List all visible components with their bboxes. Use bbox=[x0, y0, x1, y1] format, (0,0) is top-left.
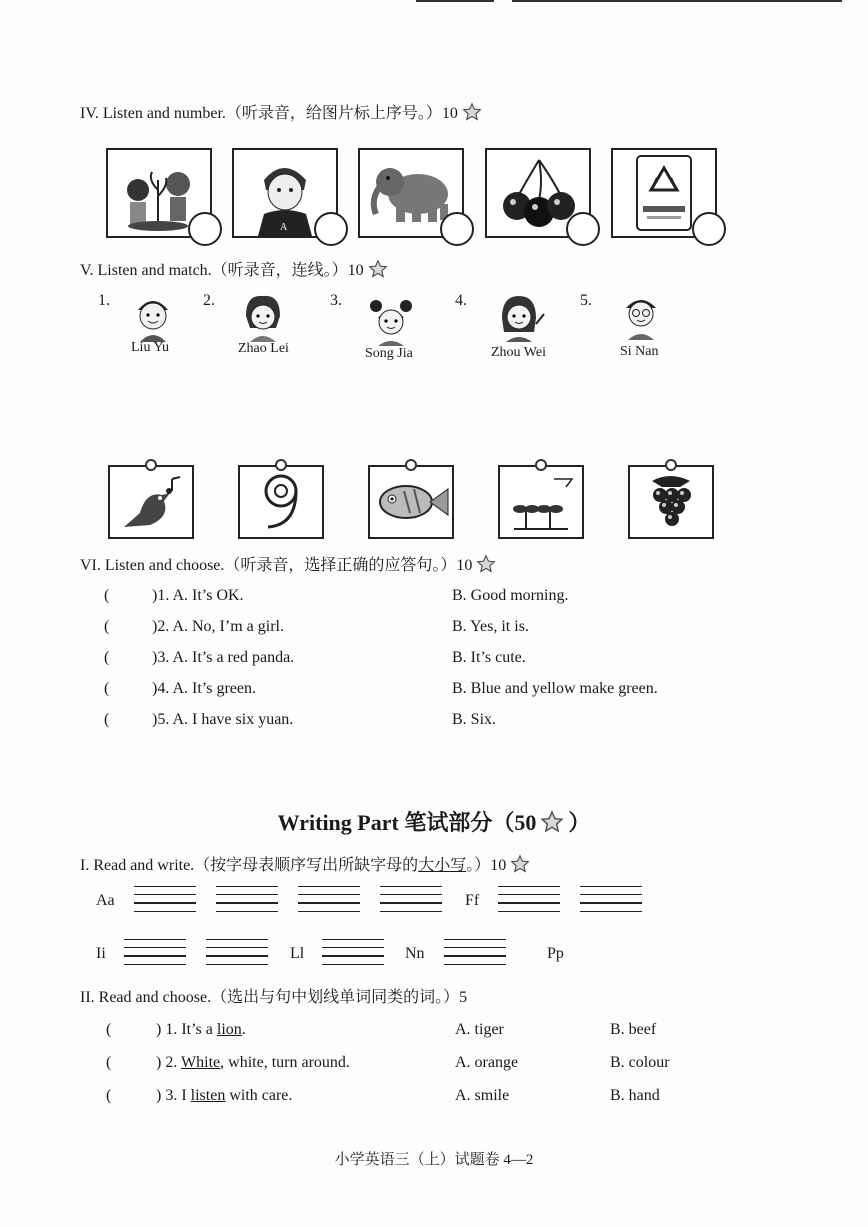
choice-paren-5[interactable]: ( bbox=[104, 711, 110, 728]
writing-lines[interactable] bbox=[380, 886, 442, 916]
choice-5-a: )5. A. I have six yuan. bbox=[152, 711, 294, 728]
w2-item-3-word: listen bbox=[190, 1087, 226, 1104]
w2-item-3-a: A. smile bbox=[455, 1087, 510, 1104]
top-rule-right bbox=[512, 0, 842, 2]
kid-si-nan bbox=[614, 290, 668, 340]
picture-sprouts bbox=[498, 465, 584, 539]
answer-circle-5[interactable] bbox=[692, 212, 726, 246]
writing-lines[interactable] bbox=[498, 886, 560, 916]
w2-item-1-a: A. tiger bbox=[455, 1021, 504, 1038]
choice-2-b: B. Yes, it is. bbox=[452, 618, 529, 635]
top-rule-left bbox=[416, 0, 494, 2]
choice-5-b: B. Six. bbox=[452, 711, 497, 728]
person-number-1: 1. bbox=[98, 292, 110, 309]
choice-2-a: )2. A. No, I’m a girl. bbox=[152, 618, 284, 635]
pin-hole bbox=[535, 459, 547, 471]
section4-heading-text: IV. Listen and number.（听录音，给图片标上序号。）10 bbox=[80, 105, 458, 122]
writing-lines[interactable] bbox=[322, 939, 384, 969]
person-number-2: 2. bbox=[203, 292, 215, 309]
w1-heading bbox=[80, 852, 530, 875]
name-zhao-lei: Zhao Lei bbox=[238, 341, 289, 356]
choice-paren-2[interactable]: ( bbox=[104, 618, 110, 635]
w2-heading: II. Read and choose.（选出与句中划线单词同类的词。）5 bbox=[80, 989, 468, 1006]
star-icon bbox=[510, 854, 530, 874]
letter-nn: Nn bbox=[405, 945, 425, 962]
choice-1-b: B. Good morning. bbox=[452, 587, 569, 604]
letter-pp: Pp bbox=[547, 945, 564, 962]
w2-paren-1[interactable]: ( bbox=[106, 1021, 112, 1038]
choice-paren-4[interactable]: ( bbox=[104, 680, 110, 697]
letter-ll: Ll bbox=[290, 945, 305, 962]
star-icon bbox=[476, 554, 496, 574]
answer-circle-4[interactable] bbox=[566, 212, 600, 246]
answer-circle-3[interactable] bbox=[440, 212, 474, 246]
picture-grapes bbox=[628, 465, 714, 539]
w2-item-2-a: A. orange bbox=[455, 1054, 519, 1071]
kid-liu-yu bbox=[126, 292, 180, 342]
kid-zhou-wei bbox=[492, 292, 546, 342]
page-footer: 小学英语三（上）试题卷 4—2 bbox=[334, 1152, 534, 1168]
person-number-5: 5. bbox=[580, 292, 592, 309]
pin-hole bbox=[275, 459, 287, 471]
person-number-3: 3. bbox=[330, 292, 342, 309]
svg-text:A: A bbox=[280, 222, 288, 233]
w1-heading-start: I. Read and write.（按字母表顺序写出所缺字母的 bbox=[80, 857, 419, 874]
letter-ff: Ff bbox=[465, 892, 480, 909]
w2-paren-2[interactable]: ( bbox=[106, 1054, 112, 1071]
picture-fish bbox=[368, 465, 454, 539]
picture-bird-singing bbox=[108, 465, 194, 539]
writing-title-start: Writing Part 笔试部分（50 bbox=[277, 810, 537, 835]
w2-item-1-pre: ) 1. It’s a bbox=[156, 1021, 217, 1038]
writing-part-title bbox=[0, 806, 868, 837]
star-icon bbox=[462, 102, 482, 122]
w2-item-2-pre: ) 2. bbox=[156, 1054, 182, 1071]
writing-lines[interactable] bbox=[206, 939, 268, 969]
w1-heading-end: 。）10 bbox=[466, 857, 507, 874]
writing-lines[interactable] bbox=[298, 886, 360, 916]
section6-heading-text: VI. Listen and choose.（听录音，选择正确的应答句。）10 bbox=[80, 557, 473, 574]
w2-item-2 bbox=[156, 1054, 350, 1072]
name-si-nan: Si Nan bbox=[620, 344, 659, 359]
writing-title-end: ） bbox=[568, 810, 591, 835]
w2-item-1-b: B. beef bbox=[610, 1021, 657, 1038]
w2-item-3-post: with care. bbox=[225, 1087, 293, 1104]
picture-number-nine bbox=[238, 465, 324, 539]
section6-heading bbox=[80, 552, 496, 575]
w2-paren-3[interactable]: ( bbox=[106, 1087, 112, 1104]
name-zhou-wei: Zhou Wei bbox=[491, 345, 546, 360]
choice-1-a: )1. A. It’s OK. bbox=[152, 587, 244, 604]
choice-3-a: )3. A. It’s a red panda. bbox=[152, 649, 295, 666]
section4-heading bbox=[80, 100, 482, 123]
w2-item-3 bbox=[156, 1087, 292, 1105]
w2-item-2-post: , white, turn around. bbox=[220, 1054, 350, 1071]
answer-circle-2[interactable] bbox=[314, 212, 348, 246]
w2-item-1-word: lion bbox=[216, 1021, 242, 1038]
answer-circle-1[interactable] bbox=[188, 212, 222, 246]
w2-item-3-pre: ) 3. I bbox=[156, 1087, 191, 1104]
kid-song-jia bbox=[364, 296, 418, 346]
kid-zhao-lei bbox=[236, 292, 290, 342]
w2-item-3-b: B. hand bbox=[610, 1087, 660, 1104]
star-icon bbox=[540, 810, 564, 834]
person-number-4: 4. bbox=[455, 292, 467, 309]
w2-item-2-b: B. colour bbox=[610, 1054, 670, 1071]
name-liu-yu: Liu Yu bbox=[131, 340, 169, 355]
choice-3-b: B. It’s cute. bbox=[452, 649, 526, 666]
writing-lines[interactable] bbox=[580, 886, 642, 916]
writing-lines[interactable] bbox=[444, 939, 506, 969]
w2-item-1 bbox=[156, 1021, 246, 1039]
choice-paren-1[interactable]: ( bbox=[104, 587, 110, 604]
w2-item-1-post: . bbox=[241, 1021, 246, 1038]
writing-lines[interactable] bbox=[124, 939, 186, 969]
w1-heading-underlined: 大小写 bbox=[418, 857, 467, 874]
letter-ii: Ii bbox=[96, 945, 106, 962]
section5-heading bbox=[80, 257, 388, 280]
writing-lines[interactable] bbox=[216, 886, 278, 916]
writing-lines[interactable] bbox=[134, 886, 196, 916]
pin-hole bbox=[665, 459, 677, 471]
choice-paren-3[interactable]: ( bbox=[104, 649, 110, 666]
pin-hole bbox=[405, 459, 417, 471]
w2-item-2-word: White bbox=[181, 1054, 221, 1071]
letter-aa: Aa bbox=[96, 892, 115, 909]
pin-hole bbox=[145, 459, 157, 471]
choice-4-b: B. Blue and yellow make green. bbox=[452, 680, 658, 697]
name-song-jia: Song Jia bbox=[365, 346, 413, 361]
choice-4-a: )4. A. It’s green. bbox=[152, 680, 256, 697]
star-icon bbox=[368, 259, 388, 279]
section5-heading-text: V. Listen and match.（听录音，连线。）10 bbox=[80, 262, 364, 279]
